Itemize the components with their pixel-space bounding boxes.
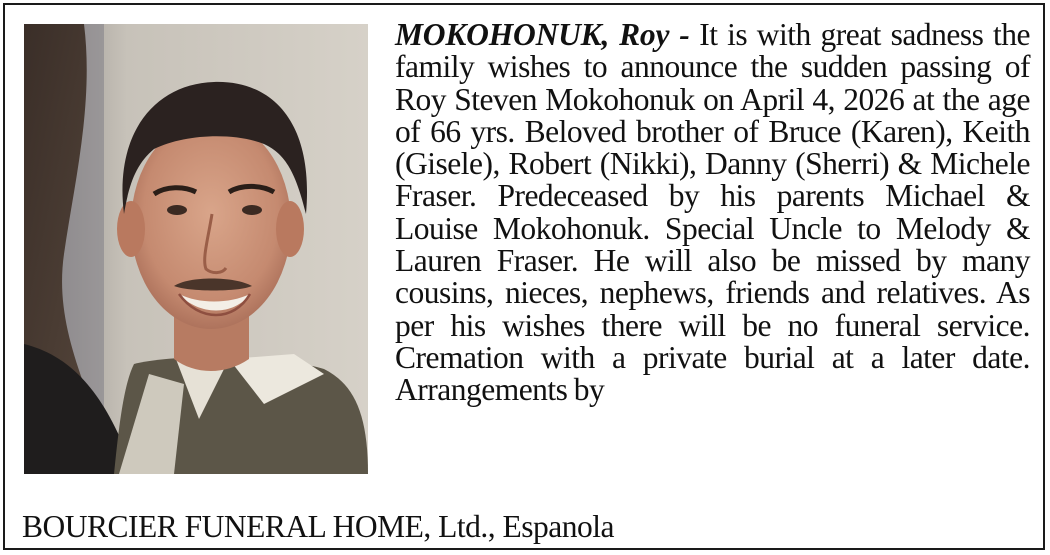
deceased-name-heading: MOKOHONUK, Roy - xyxy=(395,17,690,52)
portrait-photo-drawing xyxy=(24,24,368,474)
funeral-home-line: BOURCIER FUNERAL HOME, Ltd., Espanola xyxy=(22,509,614,544)
obituary-notice xyxy=(3,3,1045,550)
obituary-body xyxy=(395,19,1030,407)
portrait-photo xyxy=(24,24,368,474)
obituary-text: It is with great sadness the family wishes to announce the sudden passing of Roy Steven Mokohonuk on April 4, 2026 at the age of 66 yrs. Beloved brother of Bruce (Karen), Keith (Gisele), Robert (Nikki), Danny (Sherri) & Michele Fraser. Predeceased by his parents Michael & Louise Mokohonuk. Special Uncle to Melody & Lauren Fraser. He will also be missed by many cousins, nieces, nephews, friends and relatives. As per his wishes there will be no funeral service. Cremation with a private burial at a later date. Arrangements by xyxy=(395,17,1030,408)
